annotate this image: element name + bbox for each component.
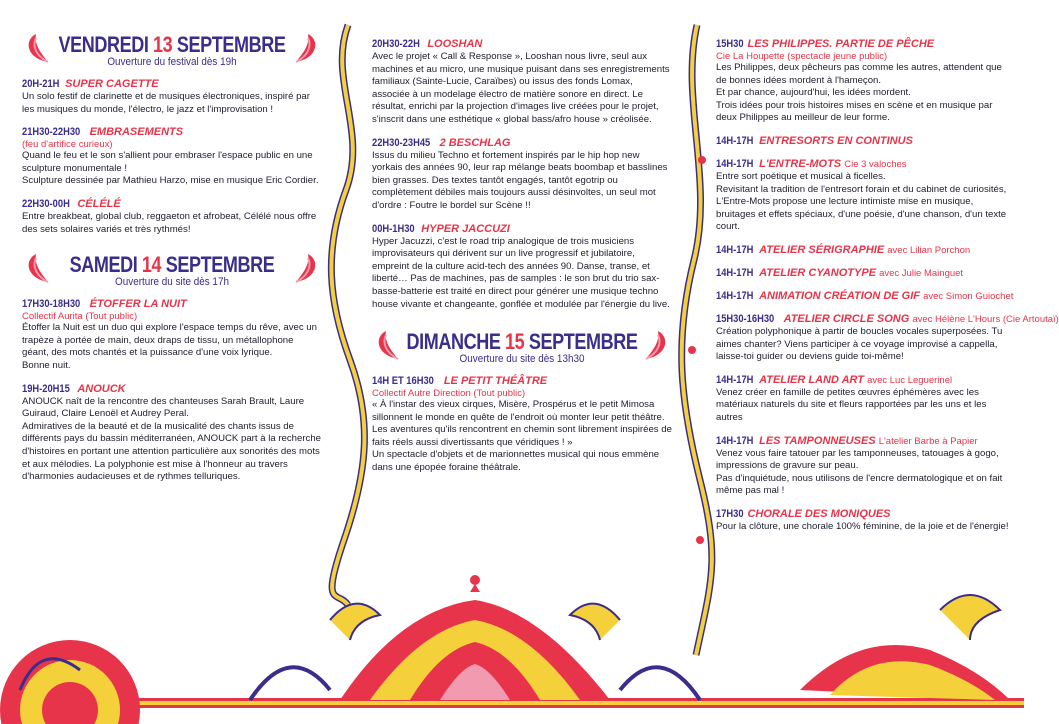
event-description-paragraph: Revisitant la tradition de l'entresort forain et du cabinet de curiosités, L'Entre-Mots propose une lecture intimiste mise en musique, bruitages et effets spéciaux, d'une poésie, d'une chanson, d'un texte court. — [716, 183, 1007, 233]
event-description-paragraph: Les Philippes, deux pêcheurs pas comme les autres, attendent que de bonnes idées mordent à l'hameçon. — [716, 62, 1002, 86]
event-heading — [22, 383, 322, 396]
event-time: 14H-17H — [716, 289, 754, 302]
event-name: 2 BESCHLAG — [439, 136, 511, 149]
event-time: 19H-20H15 — [22, 382, 70, 395]
event-description-paragraph: Entre breakbeat, global club, reggaeton et afrobeat, Célélé nous offre des sets solaires variés et très rythmés! — [22, 210, 317, 235]
event-list-sunday — [372, 375, 672, 475]
event-heading — [372, 223, 672, 236]
event-item — [716, 135, 1010, 148]
event-description-paragraph: Création polyphonique à partir de boucles vocales superposées. Tu aimes chanter? Viens participer à ce voyage improvisé a cappella, laisse-toi guider ou deviens guide toi-même! — [716, 325, 1003, 363]
event-subtitle: Collectif Aurita (Tout public) — [22, 311, 138, 323]
event-name: ATELIER LAND ART — [759, 373, 864, 386]
event-heading — [716, 508, 1010, 521]
event-time: 20H30-22H — [372, 38, 420, 50]
event-heading — [716, 374, 1010, 387]
event-time: 17H30-18H30 — [22, 298, 81, 311]
day-banner-saturday — [22, 252, 322, 288]
event-name: LES TAMPONNEUSES — [759, 434, 876, 447]
event-list-saturday — [22, 298, 322, 484]
day-subtitle: Ouverture du site dès 13h30 — [459, 353, 585, 366]
event-name: HYPER JACCUZI — [421, 222, 510, 235]
event-time: 00H-1H30 — [372, 222, 415, 235]
event-item — [22, 383, 322, 484]
event-time: 14H-17H — [716, 157, 754, 170]
event-item — [716, 374, 1010, 425]
event-time: 15H30-16H30 — [716, 312, 775, 325]
event-description-paragraph: Bonne nuit. — [22, 359, 71, 371]
event-name: CÉLÉLÉ — [77, 197, 121, 210]
event-description-paragraph: Et par chance, aujourd'hui, les idées mordent. — [716, 87, 911, 99]
event-heading — [716, 135, 1010, 148]
event-heading — [22, 126, 322, 139]
event-description-paragraph: Venez créer en famille de petites œuvres éphémères avec les matériaux naturels du site et fleurs rapportées par les uns et les autres — [716, 386, 987, 423]
day-title: DIMANCHE 15 SEPTEMBRE — [406, 329, 638, 355]
flourish-icon — [642, 329, 672, 363]
event-heading — [716, 435, 1010, 448]
event-list-friday — [22, 78, 322, 236]
event-item — [716, 38, 1010, 125]
event-item — [716, 312, 1059, 364]
event-name: LE PETIT THÉÂTRE — [443, 375, 548, 388]
event-name: LES PHILIPPES. PARTIE DE PÊCHE — [747, 38, 935, 50]
event-description — [716, 171, 1010, 234]
event-note: avec Simon Guiochet — [923, 290, 1014, 302]
event-description-paragraph: Pas d'inquiétude, nous utilisons de l'encre dermatologique et on fait même pas mal ! — [716, 472, 1003, 497]
event-description — [372, 51, 672, 127]
event-description-paragraph: Quand le feu et le son s'allient pour embraser l'espace public en une sculpture monumentale ! — [22, 150, 313, 174]
event-heading — [716, 312, 1059, 326]
event-name: ANIMATION CRÉATION DE GIF — [759, 289, 921, 302]
event-heading — [716, 38, 1010, 51]
event-heading — [716, 244, 1010, 257]
event-item — [716, 244, 1010, 257]
event-description — [372, 236, 672, 312]
event-time: 14H-17H — [716, 134, 754, 147]
event-time: 14H-17H — [716, 434, 754, 447]
vine-divider-right — [672, 20, 722, 660]
event-description — [22, 396, 322, 484]
event-heading — [22, 298, 322, 311]
event-item — [22, 298, 322, 372]
event-heading — [372, 38, 672, 51]
day-banner-friday — [22, 32, 322, 68]
event-list-saturday-night — [372, 38, 672, 311]
event-description-paragraph: Étoffer la Nuit est un duo qui explore l'espace temps du rêve, avec un trapèze à portée de main, deux draps de tissu, un métallophone géant, des mots chantés et la puissance d'une voix lyrique. — [22, 322, 317, 359]
event-name: ÉTOFFER LA NUIT — [89, 298, 187, 311]
event-item — [716, 158, 1010, 234]
event-subtitle: (feu d'artifice curieux) — [22, 139, 113, 151]
event-description — [22, 211, 322, 236]
day-banner-sunday — [372, 329, 672, 365]
event-item — [372, 137, 672, 213]
event-description — [372, 399, 672, 475]
event-heading — [372, 137, 672, 150]
event-item — [372, 38, 672, 127]
vine-divider-left — [318, 20, 378, 610]
event-name: ENTRESORTS EN CONTINUS — [759, 134, 913, 147]
event-item — [372, 375, 672, 475]
event-name: CHORALE DES MONIQUES — [747, 507, 891, 520]
event-description — [22, 322, 322, 372]
event-description-paragraph: Entre sort poétique et musical à ficelles. — [716, 170, 886, 182]
column-friday-saturday — [22, 32, 322, 494]
event-description — [716, 387, 1010, 425]
event-time: 21H30-22H30 — [22, 126, 81, 139]
flourish-icon — [292, 32, 322, 66]
event-description-paragraph: Venez vous faire tatouer par les tamponneuses, tatouages à gogo, impressions de gravure sur peau. — [716, 447, 999, 472]
event-description — [716, 62, 1010, 125]
event-name: ATELIER SÉRIGRAPHIE — [759, 243, 885, 256]
event-item — [22, 78, 322, 116]
day-title: VENDREDI 13 SEPTEMBRE — [58, 32, 286, 57]
event-time: 22H30-00H — [22, 197, 70, 210]
event-heading — [716, 267, 1010, 280]
event-item — [372, 223, 672, 312]
event-heading — [22, 78, 322, 91]
event-time: 17H30 — [716, 507, 744, 520]
event-note: Cie 3 valoches — [844, 158, 907, 170]
event-note: avec Julie Mainguet — [879, 267, 964, 279]
event-heading — [716, 158, 1010, 171]
event-description — [22, 91, 322, 116]
event-description-paragraph: « À l'instar des vieux cirques, Misère, Prospérus et le petit Mimosa sillonnent le monde en quête de l'endroit où monter leur petit théâtre. Les aventures qu'ils rencontrent en chemin sont librement inspirées de faits réels aussi divertissants que véridiques ! » — [372, 399, 672, 448]
event-list-sunday-afternoon — [716, 38, 1059, 533]
event-time: 22H30-23H45 — [372, 136, 431, 149]
event-description-paragraph: Avec le projet « Call & Response », Looshan nous livre, seul aux machines et au micro, une musique puisant dans ses enregistrements familiaux (Sainte-Lucie, Caraïbes) ou issus des fonds Lomax, associée à un modelage électro de matière sonore en direct. Le résultat, enrichi par la projection d'images live créées pour le projet, s'inscrit dans une esthétique « global bass/afro house » créolisée. — [372, 51, 670, 125]
event-description — [716, 326, 1010, 364]
event-name: ANOUCK — [77, 382, 126, 395]
event-subtitle: Cie La Houpette (spectacle jeune public) — [716, 51, 888, 62]
event-item — [716, 508, 1010, 534]
event-item — [716, 435, 1010, 498]
event-name: L'ENTRE-MOTS — [759, 157, 842, 170]
event-name: LOOSHAN — [427, 38, 483, 50]
event-heading — [22, 198, 322, 211]
event-heading — [716, 289, 1014, 303]
event-description-paragraph: ANOUCK naît de la rencontre des chanteuses Sarah Brault, Laure Guiraud, Claire Lenoël et Audrey Peral. — [22, 395, 305, 420]
event-description — [716, 448, 1010, 498]
event-time: 20H-21H — [22, 78, 60, 90]
event-time: 14H ET 16H30 — [372, 375, 434, 388]
event-description-paragraph: Hyper Jacuzzi, c'est le road trip analogique de trois musiciens improvisateurs qui dérivent sur un live progressif et jubilatoire, empreint de la culture acid-tech des années 90. Danse, transe, et liberté… Pas de machines, pas de samples : le son brut du trio sax-basse-batterie est traité en direct pour générer une musique techno house vivante et changeante, gonflée et modulée par l'énergie du live. — [372, 235, 670, 310]
event-time: 14H-17H — [716, 373, 754, 386]
event-note: avec Luc Leguerinel — [867, 374, 953, 386]
event-description — [372, 150, 672, 213]
column-sunday-continued — [716, 38, 1059, 543]
event-description-paragraph: Trois idées pour trois histoires mises en scène et en musique par deux Philippes au meilleur de leur forme. — [716, 99, 993, 124]
event-description-paragraph: Issus du milieu Techno et fortement inspirés par le hip hop new yorkais des années 90, leur rap mélange beats boombap et basslines bien grasses. Des textes tantôt engagés, tantôt egotrip ou complètement débiles mais toujours aussi désinvoltes, un seul mot d'ordre : Foutre le bordel sur Scène !! — [372, 149, 668, 211]
event-item — [716, 289, 1014, 303]
event-time: 15H30 — [716, 38, 744, 50]
event-time: 14H-17H — [716, 266, 754, 279]
day-subtitle: Ouverture du festival dès 19h — [107, 56, 237, 68]
event-heading — [372, 375, 672, 388]
event-description-paragraph: Sculpture dessinée par Mathieu Harzo, mise en musique Eric Cordier. — [22, 175, 319, 187]
event-description — [716, 521, 1010, 534]
event-name: ATELIER CIRCLE SONG — [783, 312, 910, 325]
event-description — [22, 150, 322, 188]
day-subtitle: Ouverture du site dès 17h — [115, 276, 229, 289]
event-description-paragraph: Admiratives de la beauté et de la musicalité des chants issus de différents pays du bassin méditerranéen, ANOUCK part à la recherche d'histoires en portant une attention particulière aux sonorités des mots et aux mélodies. La polyphonie est mise à l'honneur au travers d'harmonies audacieuses et de rythmes telluriques. — [22, 420, 321, 483]
day-title: SAMEDI 14 SEPTEMBRE — [69, 252, 275, 278]
flourish-icon — [292, 252, 322, 286]
event-name: EMBRASEMENTS — [89, 126, 184, 139]
event-note: L'atelier Barbe à Papier — [878, 435, 978, 447]
event-time: 14H-17H — [716, 243, 754, 256]
event-subtitle: Collectif Autre Direction (Tout public) — [372, 388, 526, 400]
event-name: SUPER CAGETTE — [65, 78, 159, 90]
event-item — [22, 126, 322, 188]
event-description-paragraph: Pour la clôture, une chorale 100% féminine, de la joie et de l'énergie! — [716, 520, 1009, 532]
event-name: ATELIER CYANOTYPE — [759, 266, 877, 279]
event-item — [22, 198, 322, 236]
bottom-ornament — [0, 570, 1024, 724]
event-note: avec Hélène L'Hours (Cie Artoutaï) — [912, 313, 1059, 325]
event-description-paragraph: Un solo festif de clarinette et de musiques électroniques, inspiré par les musiques du monde, l'électro, le jazz et l'improvisation ! — [22, 91, 310, 115]
event-item — [716, 267, 1010, 280]
event-description-paragraph: Un spectacle d'objets et de marionnettes musical qui nous emmène dans une épopée foraine théâtrale. — [372, 449, 660, 474]
column-saturday-sunday — [372, 38, 672, 485]
event-note: avec Lilian Porchon — [887, 244, 971, 256]
